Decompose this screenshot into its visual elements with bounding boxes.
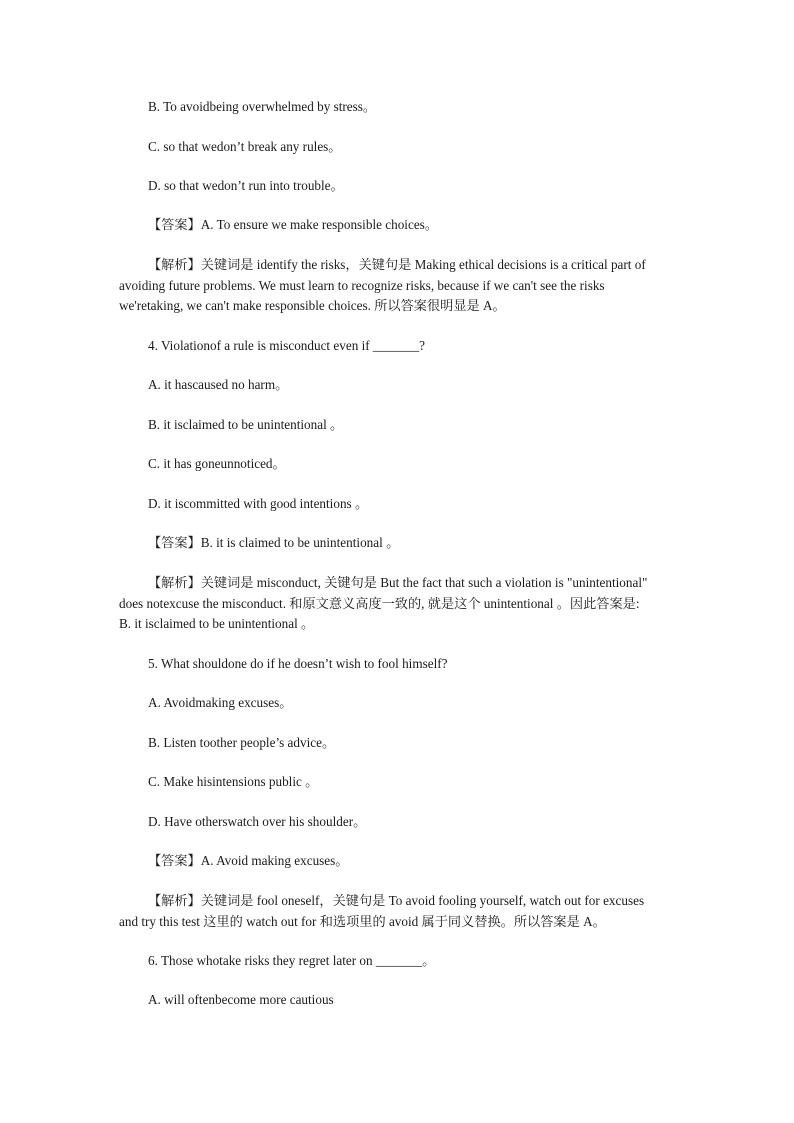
- q5-option-b: B. Listen toother people’s advice。: [148, 735, 336, 750]
- q3-analysis-line-3: we'retaking, we can't make responsible choices. 所以答案很明显是 A。: [119, 298, 506, 313]
- q4-option-c: C. it has goneunnoticed。: [148, 456, 286, 471]
- q5-option-c: C. Make hisintensions public 。: [148, 774, 319, 789]
- q4-option-d: D. it iscommitted with good intentions 。: [148, 496, 369, 511]
- q5-analysis: [119, 891, 679, 932]
- q4-analysis-line-3: B. it isclaimed to be unintentional 。: [119, 616, 315, 631]
- q5-analysis-line-2: and try this test 这里的 watch out for 和选项里的 avoid 属于同义替换。所以答案是 A。: [119, 913, 606, 929]
- q4-analysis: [119, 573, 679, 635]
- q5-question: 5. What shouldone do if he doesn’t wish to fool himself?: [148, 656, 448, 671]
- q4-option-b: B. it isclaimed to be unintentional 。: [148, 417, 344, 432]
- q4-analysis-line-2: does notexcuse the misconduct. 和原文意义高度一致的, 就是这个 unintentional 。因此答案是:: [119, 595, 640, 611]
- q6-option-a: A. will oftenbecome more cautious: [148, 992, 334, 1007]
- q3-option-c: C. so that wedon’t break any rules。: [148, 139, 342, 154]
- q3-answer: 【答案】A. To ensure we make responsible choices。: [148, 217, 438, 232]
- q5-answer: 【答案】A. Avoid making excuses。: [148, 853, 349, 868]
- q4-analysis-line-1: 【解析】关键词是 misconduct, 关键句是 But the fact that such a violation is "unintentional": [148, 575, 648, 590]
- q5-analysis-line-1: 【解析】关键词是 fool oneself，关键句是 To avoid fooling yourself, watch out for excuses: [148, 893, 645, 908]
- q3-analysis: [119, 255, 679, 317]
- q3-analysis-line-1: 【解析】关键词是 identify the risks，关键句是 Making ethical decisions is a critical part of: [148, 257, 646, 272]
- q5-option-d: D. Have otherswatch over his shoulder。: [148, 814, 367, 829]
- q4-question: 4. Violationof a rule is misconduct even if _______?: [148, 338, 425, 353]
- q4-option-a: A. it hascaused no harm。: [148, 377, 289, 392]
- q3-option-d: D. so that wedon’t run into trouble。: [148, 178, 344, 193]
- q3-option-b: B. To avoidbeing overwhelmed by stress。: [148, 99, 377, 114]
- q6-question: 6. Those whotake risks they regret later on _______。: [148, 953, 436, 968]
- q3-analysis-line-2: avoiding future problems. We must learn to recognize risks, because if we can't see the risks: [119, 277, 605, 293]
- q5-option-a: A. Avoidmaking excuses。: [148, 695, 293, 710]
- q4-answer: 【答案】B. it is claimed to be unintentional 。: [148, 535, 400, 550]
